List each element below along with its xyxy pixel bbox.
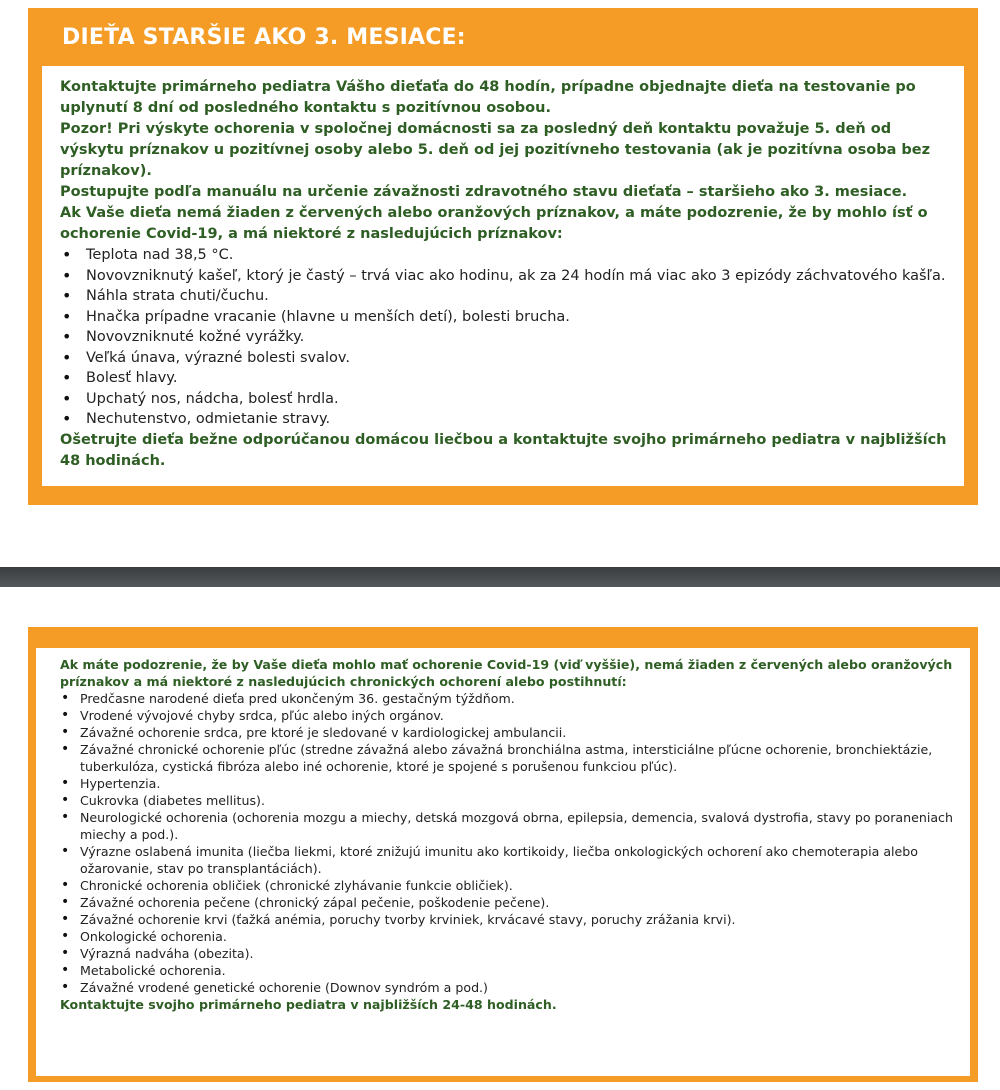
section-panel-chronic-conditions [28,627,978,1082]
list-item: • Hnačka prípadne vracanie (hlavne u menších detí), bolesti brucha. [60,307,948,328]
section-content [36,648,970,1076]
instruction-warning: Pozor! Pri výskyte ochorenia v spoločnej domácnosti sa za posledný deň kontaktu považuje 5. deň od výskytu príznakov u pozitívnej osoby alebo 5. deň od jej pozitívneho testovania (ak je pozitívna osoba bez príznakov). [60,121,931,179]
section-title: DIEŤA STARŠIE AKO 3. MESIACE: [62,25,466,50]
instruction-symptoms-intro: Ak Vaše dieťa nemá žiaden z červených alebo oranžových príznakov, a máte podozrenie, že by mohlo ísť o ochorenie Covid-19, a má niektoré z nasledujúcich príznakov: [60,205,928,242]
list-item: • Novovzniknutý kašeľ, ktorý je častý – trvá viac ako hodinu, ak za 24 hodín má viac ako 3 epizódy záchvatového kašľa. [60,266,948,287]
list-item: • Neurologické ochorenia (ochorenia mozgu a miechy, detská mozgová obrna, epilepsia, demencia, svalová dystrofia, stavy po poraneniach miechy a pod.). [60,809,956,843]
list-item: • Upchatý nos, nádcha, bolesť hrdla. [60,389,948,410]
list-item: • Metabolické ochorenia. [60,962,956,979]
instruction-manual: Postupujte podľa manuálu na určenie závažnosti zdravotného stavu dieťaťa – staršieho ako 3. mesiace. [60,184,908,200]
list-item: • Novovzniknuté kožné vyrážky. [60,327,948,348]
conditions-intro: Ak máte podozrenie, že by Vaše dieťa mohlo mať ochorenie Covid-19 (viď vyššie), nemá žiaden z červených alebo oranžových príznakov a má niektoré z nasledujúcich chronických ochorení alebo postihnutí: [60,657,953,689]
section-content [42,66,964,486]
list-item: • Teplota nad 38,5 °C. [60,245,948,266]
page-divider [0,567,1000,587]
list-item: • Cukrovka (diabetes mellitus). [60,792,956,809]
conditions-closing: Kontaktujte svojho primárneho pediatra v najbližších 24-48 hodinách. [60,997,557,1012]
list-item: • Vrodené vývojové chyby srdca, pľúc alebo iných orgánov. [60,707,956,724]
list-item: • Výrazne oslabená imunita (liečba liekmi, ktoré znižujú imunitu ako kortikoidy, liečba onkologických ochorení ako chemoterapia alebo ožarovanie, stav po transplantáciách). [60,843,956,877]
instruction-closing: Ošetrujte dieťa bežne odporúčanou domácou liečbou a kontaktujte svojho primárneho pediatra v najbližších 48 hodinách. [60,431,947,469]
list-item: • Závažné ochorenie srdca, pre ktoré je sledované v kardiologickej ambulancii. [60,724,956,741]
section-panel-older-than-3-months [28,8,978,505]
list-item: • Predčasne narodené dieťa pred ukončeným 36. gestačným týždňom. [60,690,956,707]
list-item: • Náhla strata chuti/čuchu. [60,286,948,307]
list-item: • Bolesť hlavy. [60,368,948,389]
list-item: • Závažné ochorenia pečene (chronický zápal pečenie, poškodenie pečene). [60,894,956,911]
list-item: • Veľká únava, výrazné bolesti svalov. [60,348,948,369]
list-item: • Hypertenzia. [60,775,956,792]
list-item: • Závažné vrodené genetické ochorenie (Downov syndróm a pod.) [60,979,956,996]
list-item: • Onkologické ochorenia. [60,928,956,945]
list-item: • Nechutenstvo, odmietanie stravy. [60,409,948,430]
condition-list [60,690,956,996]
instruction-contact-pediatrician: Kontaktujte primárneho pediatra Vášho dieťaťa do 48 hodín, prípadne objednajte dieťa na testovanie po uplynutí 8 dní od posledného kontaktu s pozitívnou osobou. [60,79,916,116]
list-item: • Chronické ochorenia obličiek (chronické zlyhávanie funkcie obličiek). [60,877,956,894]
list-item: • Závažné chronické ochorenie pľúc (stredne závažná alebo závažná bronchiálna astma, intersticiálne pľúcne ochorenie, bronchiektázie, tuberkulóza, cystická fibróza alebo iné ochorenie, ktoré je spojené s porušenou funkciou pľúc). [60,741,956,775]
symptom-list [60,245,948,430]
list-item: • Závažné ochorenie krvi (ťažká anémia, poruchy tvorby krviniek, krvácavé stavy, poruchy zrážania krvi). [60,911,956,928]
list-item: • Výrazná nadváha (obezita). [60,945,956,962]
